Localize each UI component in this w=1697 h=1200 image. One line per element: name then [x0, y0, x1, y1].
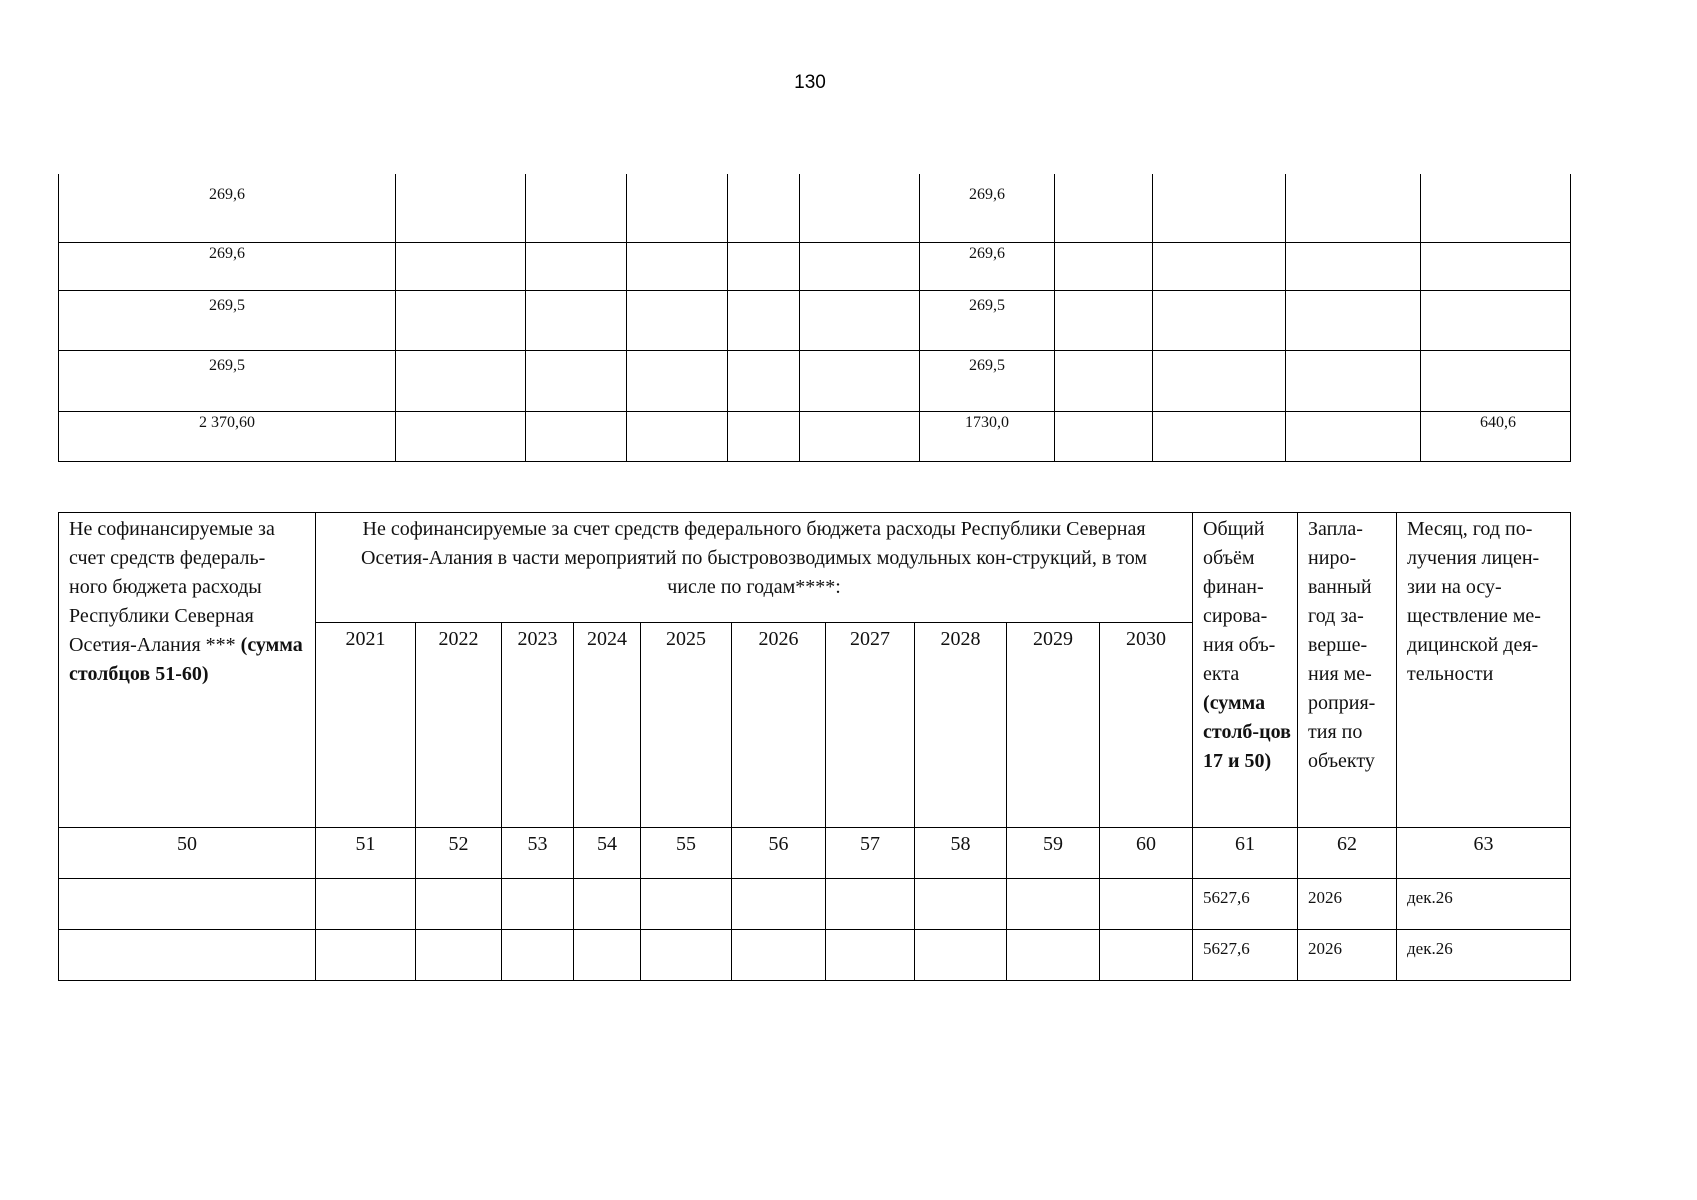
- year-2029: 2029: [1007, 623, 1100, 828]
- table-cell: 269,6: [920, 242, 1055, 290]
- table-cell-year: 2026: [1298, 879, 1397, 930]
- column-number: 58: [915, 828, 1007, 879]
- table-cell: 269,6: [59, 242, 396, 290]
- column-number: 53: [502, 828, 574, 879]
- column-number: 56: [732, 828, 826, 879]
- table-top: [58, 174, 1571, 462]
- table-cell: [1421, 174, 1571, 242]
- table-cell: 269,5: [920, 290, 1055, 350]
- year-2025: 2025: [641, 623, 732, 828]
- column-number: 52: [416, 828, 502, 879]
- table-cell: 269,6: [920, 174, 1055, 242]
- table-cell: 269,6: [59, 174, 396, 242]
- column-number: 59: [1007, 828, 1100, 879]
- table-cell: 640,6: [1421, 411, 1571, 461]
- column-number: 57: [826, 828, 915, 879]
- year-2022: 2022: [416, 623, 502, 828]
- year-2027: 2027: [826, 623, 915, 828]
- year-2023: 2023: [502, 623, 574, 828]
- table-row: [59, 930, 1571, 981]
- year-2030: 2030: [1100, 623, 1193, 828]
- table-row: [59, 350, 1571, 411]
- table-cell-month: дек.26: [1397, 930, 1571, 981]
- table-cell: 269,5: [59, 290, 396, 350]
- table-cell: [1421, 290, 1571, 350]
- column-number: 62: [1298, 828, 1397, 879]
- column-number: 54: [574, 828, 641, 879]
- column-number: 61: [1193, 828, 1298, 879]
- header-col-62: Запла-ниро-ванный год за-верше-ния ме-роприя-тия по объекту: [1298, 513, 1397, 828]
- column-number: 60: [1100, 828, 1193, 879]
- header-col-63: Месяц, год по-лучения лицен-зии на осу-ществление ме-дицинской дея-тельности: [1397, 513, 1571, 828]
- header-col-50: [59, 513, 316, 828]
- table-cell-total: 5627,6: [1193, 879, 1298, 930]
- header-group: Не софинансируемые за счет средств федерального бюджета расходы Республики Северная Осетия-Алания в части мероприятий по быстровозводимых модульных кон-струкций, в том числе по годам****:: [316, 513, 1193, 623]
- header-col-61-text: Общий объём финан-сирова-ния объ-екта: [1203, 518, 1276, 685]
- column-numbers-row: [59, 828, 1571, 879]
- table-row: [59, 242, 1571, 290]
- column-number: 55: [641, 828, 732, 879]
- column-number: 50: [59, 828, 316, 879]
- table-cell: 1730,0: [920, 411, 1055, 461]
- header-col-50-text: Не софинансируемые за счет средств федераль-ного бюджета расходы Республики Северная Осетия-Алания ***: [69, 518, 275, 656]
- table-cell: 269,5: [59, 350, 396, 411]
- table-cell-month: дек.26: [1397, 879, 1571, 930]
- table-row: [59, 174, 1571, 242]
- table-cell: 269,5: [920, 350, 1055, 411]
- table-cell: [1421, 242, 1571, 290]
- page-number: 130: [794, 72, 826, 93]
- header-col-50-bold: (сумма столбцов 51-60): [69, 634, 303, 685]
- table-row: [59, 879, 1571, 930]
- year-2021: 2021: [316, 623, 416, 828]
- table-row: [59, 290, 1571, 350]
- header-col-61-bold: (сумма столб-цов 17 и 50): [1203, 692, 1291, 772]
- year-2024: 2024: [574, 623, 641, 828]
- table-cell-year: 2026: [1298, 930, 1397, 981]
- header-col-61: [1193, 513, 1298, 828]
- table-cell-total: 5627,6: [1193, 930, 1298, 981]
- table-bottom: [58, 512, 1571, 981]
- table-cell: [1421, 350, 1571, 411]
- year-2026: 2026: [732, 623, 826, 828]
- year-2028: 2028: [915, 623, 1007, 828]
- table-cell: 2 370,60: [59, 411, 396, 461]
- column-number: 51: [316, 828, 416, 879]
- column-number: 63: [1397, 828, 1571, 879]
- table-row: [59, 411, 1571, 461]
